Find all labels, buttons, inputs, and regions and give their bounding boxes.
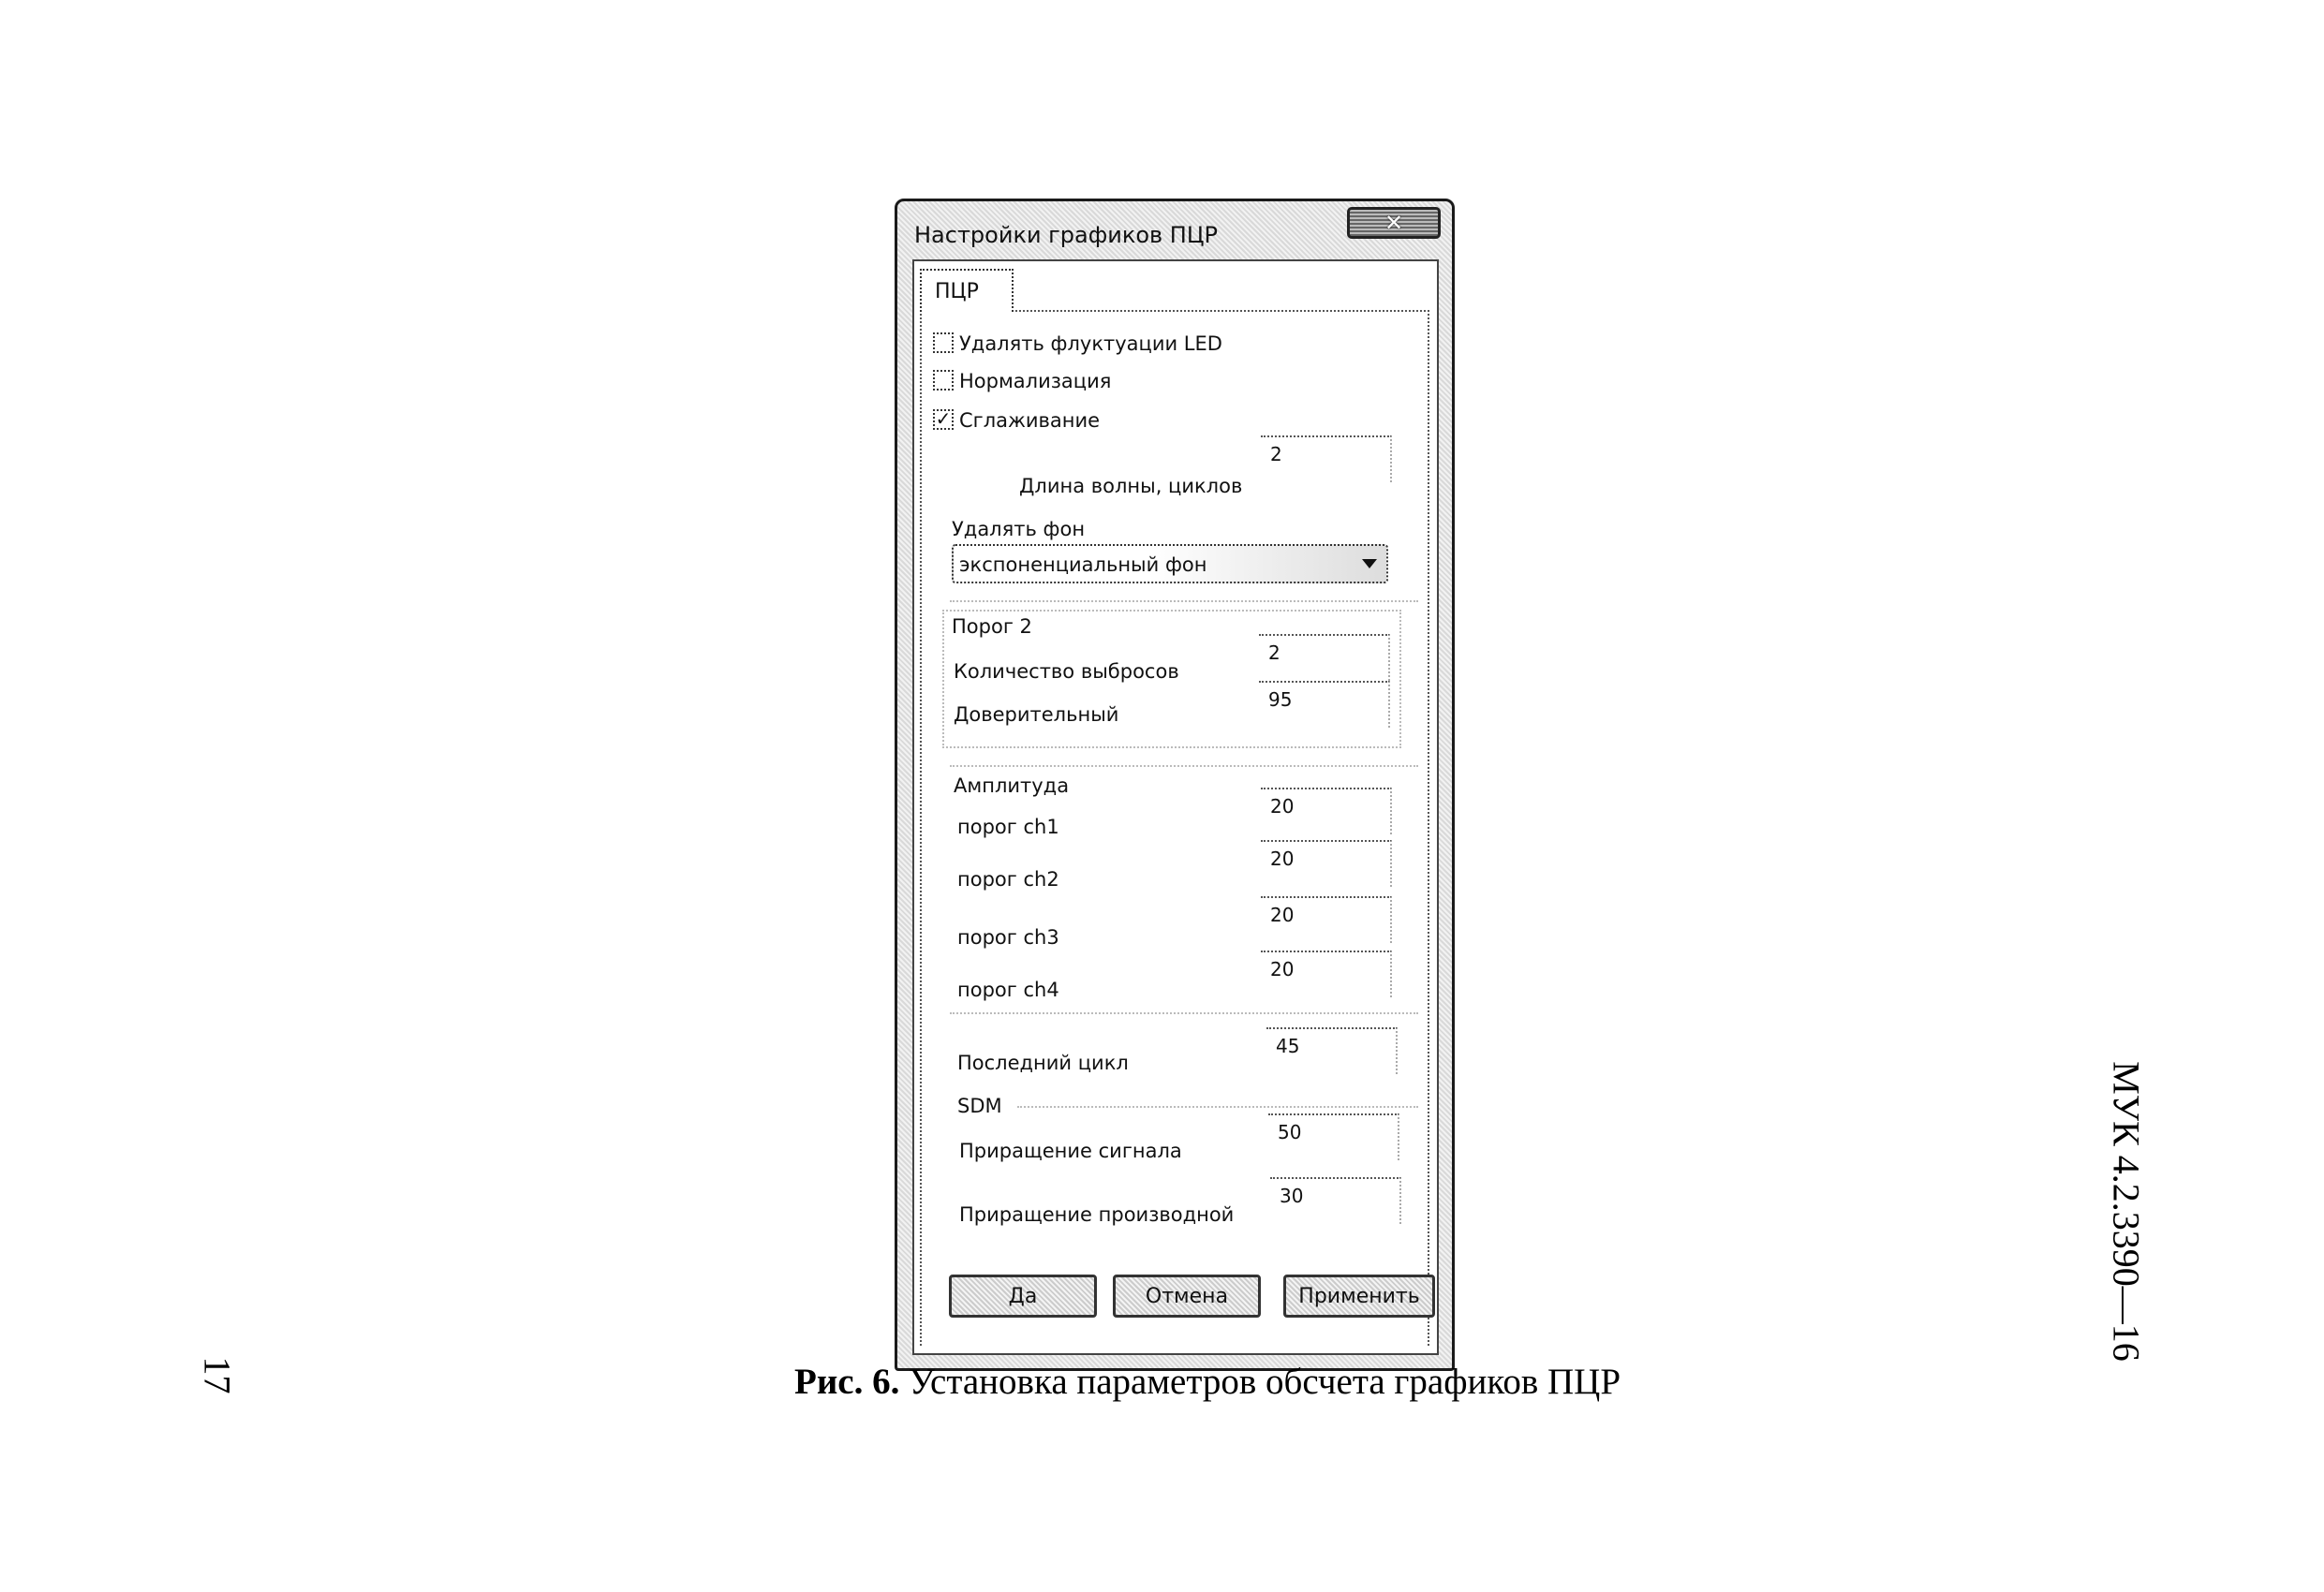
outliers-input[interactable]: 2 [1259, 634, 1390, 681]
channel-threshold-input-ch1[interactable]: 20 [1261, 788, 1392, 834]
checkbox-label: Нормализация [959, 370, 1112, 392]
tab-pcr[interactable]: ПЦР [920, 269, 1014, 312]
titlebar [897, 201, 1452, 258]
dialog-client-area [912, 259, 1439, 1355]
signal-increment-input[interactable]: 50 [1268, 1113, 1399, 1160]
channel-threshold-input-ch3[interactable]: 20 [1261, 896, 1392, 943]
divider [950, 765, 1418, 767]
checkbox-smoothing[interactable]: ✓ [933, 409, 954, 430]
checkbox-normalization[interactable] [933, 370, 954, 391]
cancel-button[interactable]: Отмена [1113, 1275, 1261, 1318]
confidence-label: Доверительный [954, 703, 1119, 726]
divider [1017, 1106, 1418, 1108]
threshold2-group-label: Порог 2 [952, 615, 1032, 638]
confidence-input[interactable]: 95 [1259, 681, 1390, 728]
document-code: МУК 4.2.3390—16 [2105, 1061, 2148, 1362]
channel-threshold-input-ch4[interactable]: 20 [1261, 951, 1392, 997]
background-select-value: экспоненциальный фон [959, 553, 1207, 576]
channel-threshold-label: порог ch2 [957, 868, 1059, 891]
close-icon: ✕ [1384, 210, 1404, 236]
figure-caption [794, 1361, 1621, 1403]
derivative-increment-input[interactable]: 30 [1270, 1177, 1401, 1224]
figure-caption-text: Установка параметров обсчета графиков ПЦР [899, 1362, 1621, 1402]
divider [950, 600, 1418, 602]
page-number: 17 [196, 1356, 239, 1394]
channel-threshold-label: порог ch3 [957, 926, 1059, 949]
wavelength-label: Длина волны, циклов [1019, 475, 1243, 497]
channel-threshold-label: порог ch4 [957, 979, 1059, 1001]
outliers-label: Количество выбросов [954, 660, 1179, 683]
divider [950, 1012, 1418, 1014]
background-select[interactable] [952, 544, 1388, 583]
amplitude-group-label: Амплитуда [954, 774, 1070, 797]
apply-button[interactable]: Применить [1283, 1275, 1435, 1318]
ok-button[interactable]: Да [949, 1275, 1097, 1318]
checkbox-remove-led-fluctuations[interactable] [933, 332, 954, 353]
channel-threshold-input-ch2[interactable]: 20 [1261, 840, 1392, 887]
chevron-down-icon [1362, 559, 1377, 568]
last-cycle-input[interactable]: 45 [1266, 1027, 1398, 1074]
derivative-increment-label: Приращение производной [959, 1203, 1235, 1226]
figure-caption-label: Рис. 6. [794, 1362, 900, 1402]
signal-increment-label: Приращение сигнала [959, 1140, 1182, 1162]
channel-threshold-label: порог ch1 [957, 816, 1059, 838]
wavelength-input[interactable]: 2 [1261, 435, 1392, 482]
close-button[interactable] [1347, 207, 1441, 239]
dialog-title: Настройки графиков ПЦР [914, 222, 1218, 248]
remove-background-label: Удалять фон [952, 518, 1086, 540]
pcr-settings-dialog [895, 199, 1455, 1371]
last-cycle-label: Последний цикл [957, 1052, 1129, 1074]
checkbox-label: Удалять флуктуации LED [959, 332, 1222, 355]
checkbox-label: Сглаживание [959, 409, 1101, 432]
sdm-group-label: SDM [957, 1095, 1002, 1117]
